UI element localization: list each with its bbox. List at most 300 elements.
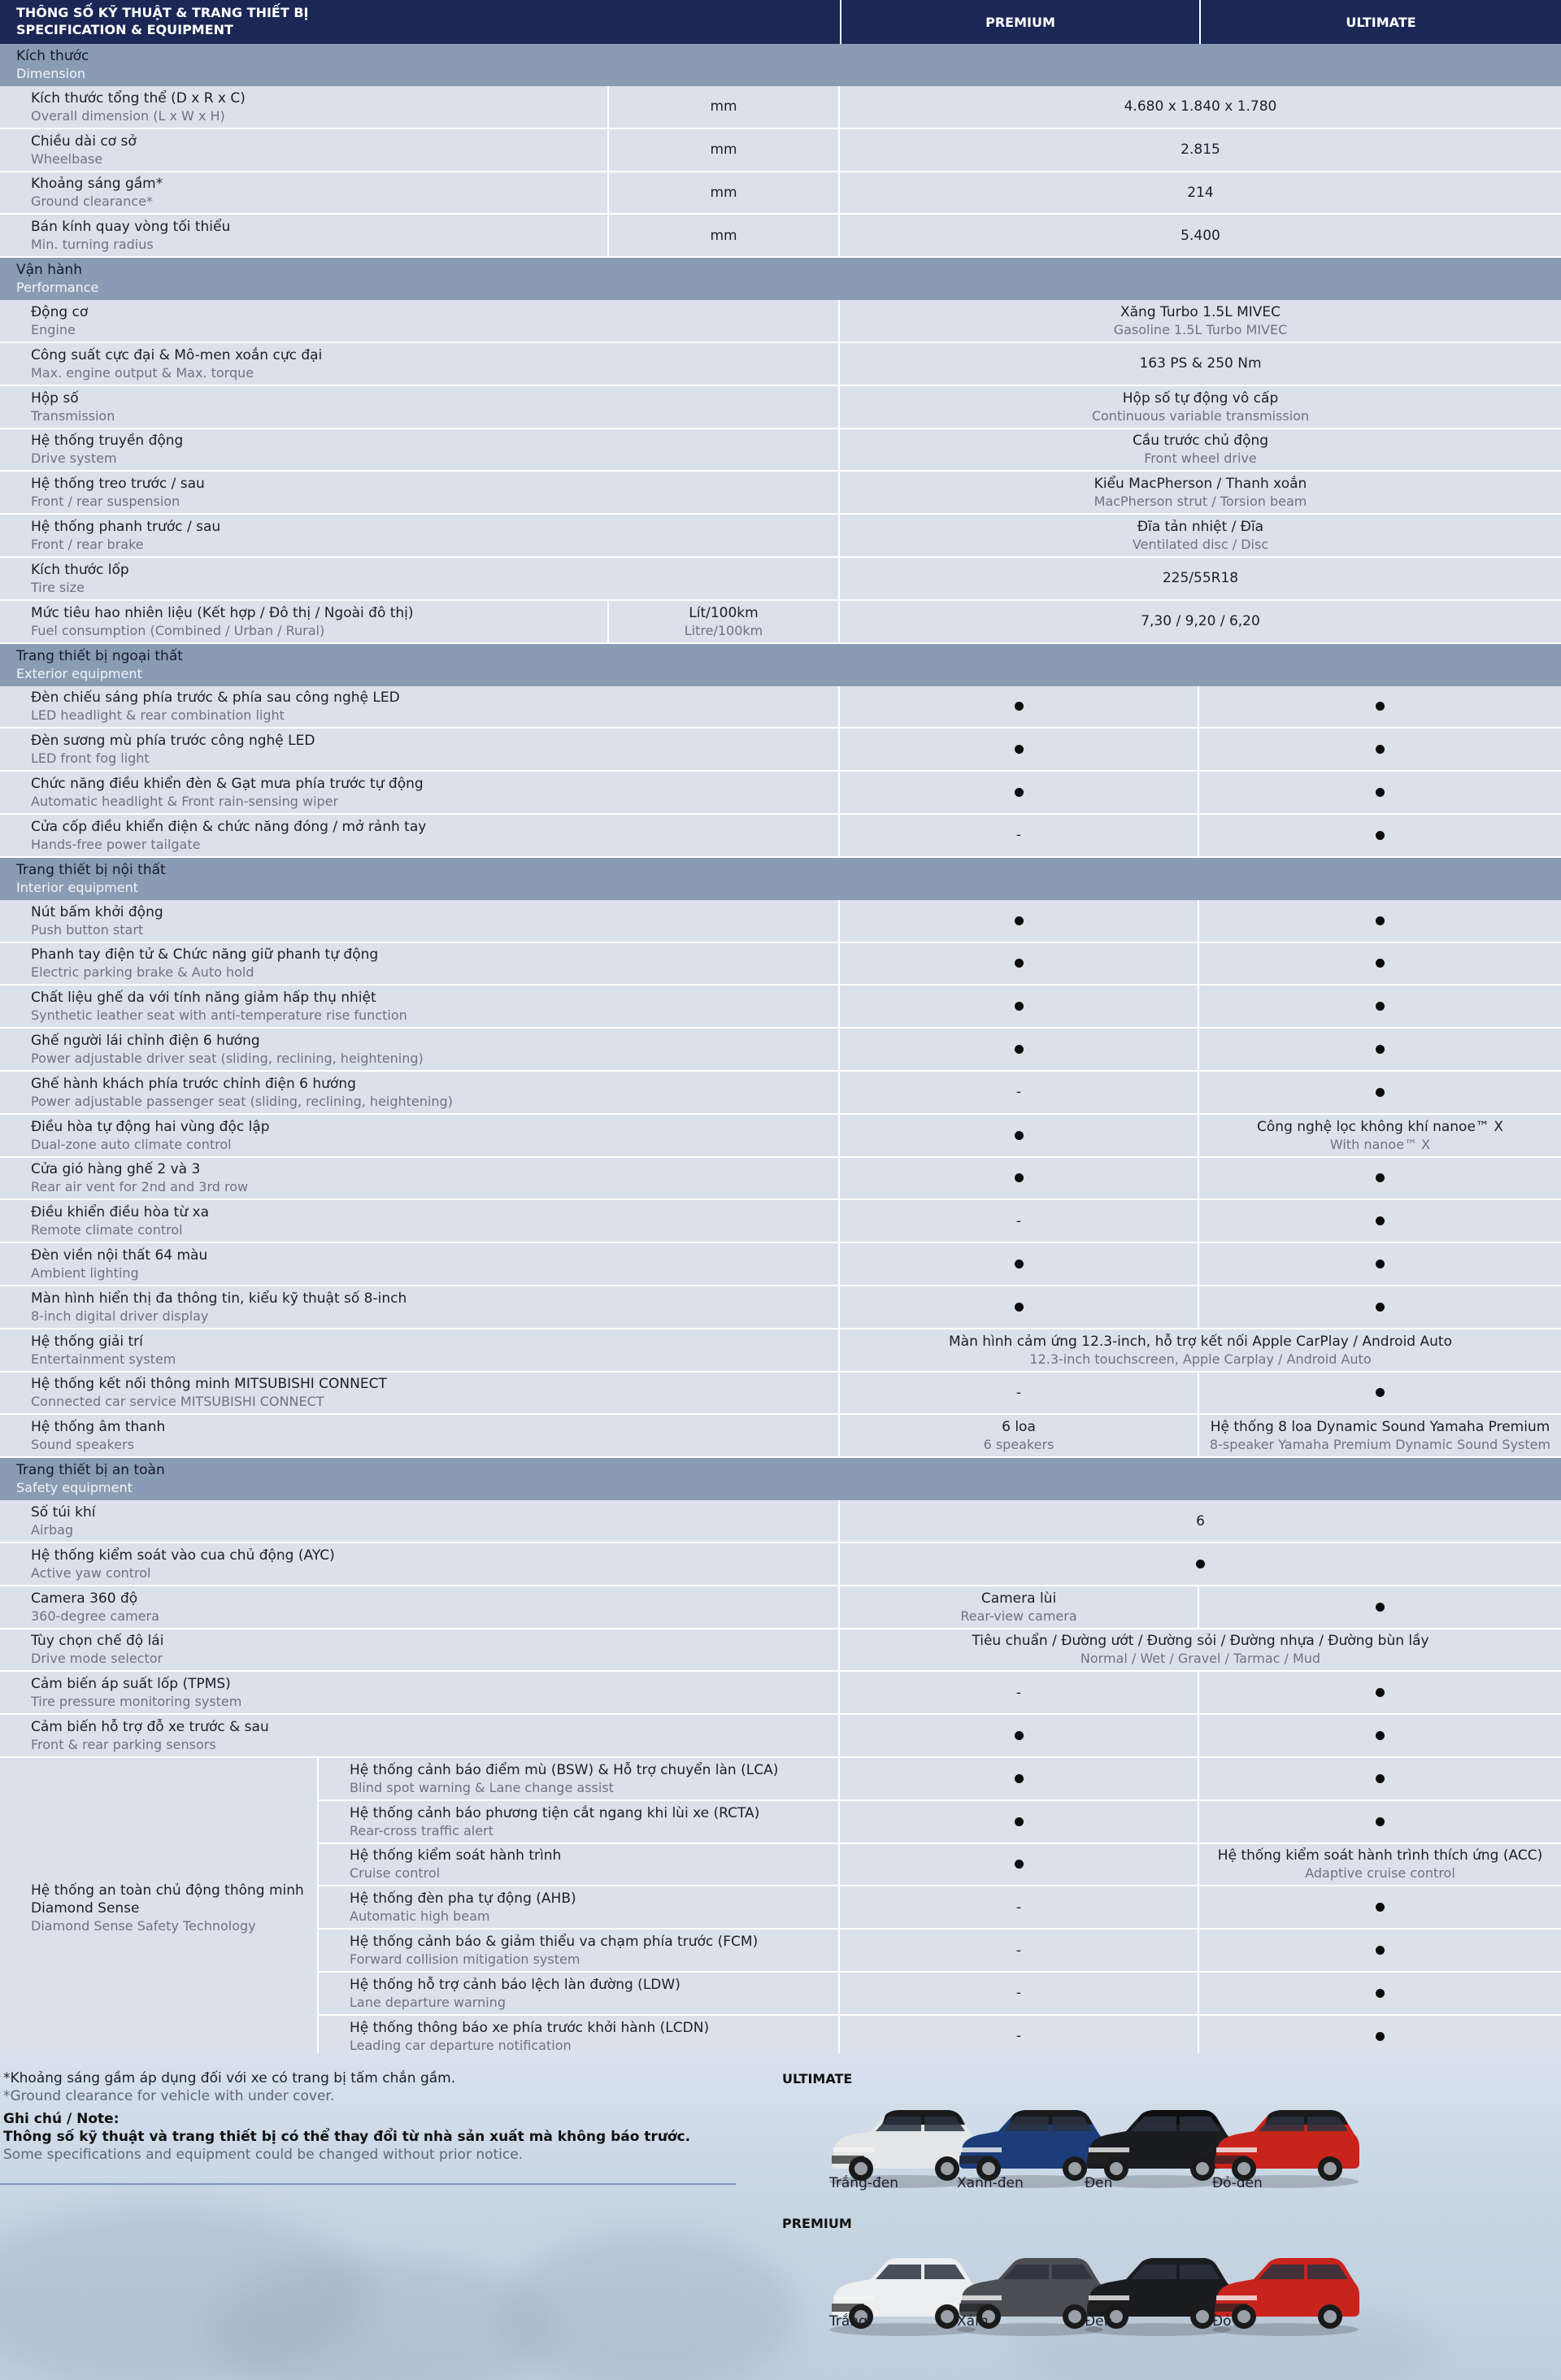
- label-vn: Cảm biến hỗ trợ đỗ xe trước & sau: [31, 1719, 269, 1736]
- row-label: [0, 1200, 840, 1242]
- ds-title-en: Diamond Sense Safety Technology: [31, 1918, 256, 1934]
- value-cell: [840, 515, 1561, 556]
- note-en: Some specifications and equipment could be changed without prior notice.: [3, 2147, 524, 2163]
- label-en: Power adjustable passenger seat (sliding, reclining, heightening): [31, 1093, 453, 1109]
- diamond-sense-label: [0, 1758, 319, 2059]
- value-cell: [840, 129, 1561, 171]
- label-en: Blind spot warning & Lane change assist: [350, 1779, 614, 1795]
- label-en: Power adjustable driver seat (sliding, reclining, heightening): [31, 1051, 424, 1067]
- unit-cell: [609, 172, 840, 214]
- ultimate-dot-icon: [1376, 1731, 1385, 1740]
- premium-dot-icon: [1015, 788, 1024, 797]
- section-title-vn: Kích thước: [16, 48, 89, 64]
- premium-dot-icon: [1015, 1045, 1024, 1054]
- row-label: [0, 215, 609, 256]
- ultimate-dot-icon: [1376, 1002, 1385, 1011]
- premium-cell: [840, 1286, 1199, 1328]
- merged-cell: [840, 1543, 1561, 1585]
- premium-dash: -: [1015, 1899, 1022, 1916]
- ultimate-dot-icon: [1376, 1045, 1385, 1054]
- ultimate-dot-icon: [1376, 1903, 1385, 1912]
- table-row: [0, 1286, 1561, 1329]
- ultimate-dot-icon: [1376, 1989, 1385, 1998]
- premium-cell: [840, 1029, 1199, 1070]
- table-row: [0, 1672, 1561, 1715]
- premium-cell: [840, 1115, 1199, 1156]
- ultimate-value-en: 8-speaker Yamaha Premium Dynamic Sound System: [1209, 1437, 1551, 1453]
- sub-row-label: [319, 1758, 840, 1799]
- row-label: [0, 386, 840, 428]
- color-name: Trắng: [829, 2313, 867, 2330]
- table-row: [0, 1158, 1561, 1201]
- ultimate-cell: [1199, 986, 1561, 1027]
- sub-row-label: [319, 1886, 840, 1928]
- label-en: Rear-cross traffic alert: [350, 1822, 494, 1838]
- row-label: [0, 986, 840, 1027]
- value-cell: [840, 215, 1561, 256]
- ultimate-dot-icon: [1376, 1388, 1385, 1397]
- label-en: Transmission: [31, 407, 115, 424]
- label-en: Tire pressure monitoring system: [31, 1694, 242, 1710]
- ultimate-cell: [1199, 1586, 1561, 1628]
- premium-cell: [840, 1072, 1199, 1113]
- table-row: [0, 900, 1561, 943]
- label-en: Forward collision mitigation system: [350, 1951, 580, 1968]
- ultimate-cell: [1199, 1715, 1561, 1756]
- label-en: Wheelbase: [31, 150, 103, 167]
- section-title-en: Exterior equipment: [16, 665, 142, 681]
- premium-dot-icon: [1015, 1131, 1024, 1140]
- table-row: [0, 215, 1561, 258]
- ultimate-cell: [1199, 1930, 1561, 1971]
- ultimate-cell: [1199, 1029, 1561, 1070]
- label-en: LED front fog light: [31, 751, 150, 767]
- label-vn: Cửa gió hàng ghế 2 và 3: [31, 1161, 201, 1178]
- merged-en: Normal / Wet / Gravel / Tarmac / Mud: [1080, 1651, 1321, 1667]
- ultimate-cell: [1199, 815, 1561, 856]
- premium-value-en: 6 speakers: [983, 1437, 1054, 1453]
- value-en: Front wheel drive: [1144, 450, 1257, 467]
- color-name: Xám: [957, 2313, 989, 2330]
- row-label: [0, 129, 609, 171]
- value: 2.815: [1181, 141, 1220, 159]
- sub-row-label: [319, 1973, 840, 2014]
- color-name: Xanh-đen: [957, 2175, 1024, 2191]
- label-vn: Hệ thống thông báo xe phía trước khởi hành (LCDN): [350, 2019, 710, 2036]
- ultimate-dot-icon: [1376, 702, 1385, 711]
- unit: mm: [710, 141, 737, 159]
- row-label: [0, 1243, 840, 1285]
- value: Kiểu MacPherson / Thanh xoắn: [1094, 476, 1307, 493]
- table-row: [0, 943, 1561, 986]
- table-row: [0, 386, 1561, 429]
- ultimate-cell: [1199, 1886, 1561, 1928]
- label-vn: Khoảng sáng gầm*: [31, 176, 163, 193]
- label-en: Electric parking brake & Auto hold: [31, 964, 254, 981]
- table-row: [0, 815, 1561, 858]
- value-cell: [840, 472, 1561, 513]
- ultimate-cell: [1199, 1200, 1561, 1242]
- section-interior: [0, 858, 1561, 900]
- premium-dash: -: [1015, 827, 1022, 844]
- label-vn: Hệ thống phanh trước / sau: [31, 519, 221, 536]
- ultimate-cell: [1199, 1844, 1561, 1886]
- label-en: Airbag: [31, 1522, 74, 1538]
- sub-row-label: [319, 1930, 840, 1971]
- label-en: Engine: [31, 322, 76, 338]
- ultimate-dot-icon: [1376, 745, 1385, 754]
- label-en: 360-degree camera: [31, 1608, 159, 1624]
- premium-dash: -: [1015, 2028, 1022, 2045]
- unit: mm: [710, 227, 737, 244]
- ultimate-value: Hệ thống kiểm soát hành trình thích ứng (ACC): [1217, 1847, 1543, 1864]
- ultimate-dot-icon: [1376, 959, 1385, 968]
- premium-dash: -: [1015, 1942, 1022, 1959]
- value-cell: [840, 300, 1561, 342]
- value: 5.400: [1181, 227, 1220, 244]
- label-en: Fuel consumption (Combined / Urban / Rural): [31, 622, 325, 638]
- row-label: [0, 772, 840, 813]
- unit-cell: [609, 129, 840, 171]
- ds-title-vn: Hệ thống an toàn chủ động thông minh: [31, 1882, 304, 1899]
- table-row: [0, 1329, 1561, 1373]
- ultimate-cell: [1199, 1672, 1561, 1713]
- label-vn: Hệ thống kết nối thông minh MITSUBISHI CONNECT: [31, 1376, 387, 1393]
- table-row: [0, 515, 1561, 558]
- divider: [0, 2183, 736, 2185]
- table-row: [0, 1715, 1561, 1758]
- color-name: Đỏ-đen: [1212, 2175, 1263, 2191]
- section-title-vn: Trang thiết bị an toàn: [16, 1462, 165, 1479]
- merged-value: 6: [1196, 1512, 1205, 1529]
- table-row: [0, 1629, 1561, 1673]
- unit-cell: [609, 601, 840, 642]
- label-en: Push button start: [31, 921, 144, 938]
- table-row: [0, 172, 1561, 215]
- row-label: [0, 558, 840, 599]
- table-row: [0, 1500, 1561, 1543]
- premium-cell: [840, 1243, 1199, 1285]
- premium-dot-icon: [1015, 1173, 1024, 1182]
- row-label: [0, 429, 840, 471]
- table-row: [0, 986, 1561, 1029]
- label-vn: Cảm biến áp suất lốp (TPMS): [31, 1676, 231, 1693]
- premium-cell: [840, 1200, 1199, 1242]
- table-row: [0, 1543, 1561, 1586]
- col-premium: PREMIUM: [840, 0, 1199, 44]
- row-label: [0, 900, 840, 942]
- value: Xăng Turbo 1.5L MIVEC: [1120, 304, 1281, 321]
- premium-value: 6 loa: [1002, 1419, 1036, 1436]
- label-en: Remote climate control: [31, 1222, 183, 1238]
- ultimate-cell: [1199, 1373, 1561, 1414]
- table-row: [0, 686, 1561, 729]
- premium-cell: [840, 1415, 1199, 1456]
- label-en: Active yaw control: [31, 1564, 151, 1581]
- color-name: Đỏ: [1212, 2313, 1232, 2330]
- label-vn: Hệ thống hỗ trợ cảnh báo lệch làn đường (LDW): [350, 1976, 680, 1993]
- table-row: [0, 1072, 1561, 1115]
- row-label: [0, 1629, 840, 1671]
- merged-cell: [840, 1500, 1561, 1542]
- label-en: Ground clearance*: [31, 194, 153, 210]
- section-title-vn: Trang thiết bị ngoại thất: [16, 647, 183, 664]
- note-label: Ghi chú / Note:: [3, 2111, 120, 2127]
- value-en: Gasoline 1.5L Turbo MIVEC: [1113, 322, 1288, 338]
- value: Hộp số tự động vô cấp: [1122, 389, 1279, 407]
- row-label: [0, 601, 609, 642]
- premium-cell: [840, 815, 1199, 856]
- merged-dot-icon: [1196, 1560, 1205, 1569]
- premium-dot-icon: [1015, 1260, 1024, 1268]
- ultimate-dot-icon: [1376, 1603, 1385, 1612]
- unit-en: Litre/100km: [684, 622, 763, 638]
- row-label: [0, 1072, 840, 1113]
- row-label: [0, 300, 840, 342]
- label-vn: Phanh tay điện tử & Chức năng giữ phanh tự động: [31, 946, 379, 964]
- table-row: [0, 429, 1561, 472]
- label-vn: Hệ thống cảnh báo điểm mù (BSW) & Hỗ trợ chuyển làn (LCA): [350, 1761, 779, 1778]
- label-vn: Điều khiển điều hòa từ xa: [31, 1204, 209, 1221]
- row-label: [0, 1543, 840, 1585]
- ground-note-vn: *Khoảng sáng gầm áp dụng đối với xe có trang bị tấm chắn gầm.: [3, 2070, 456, 2086]
- table-header: [0, 0, 1561, 44]
- unit-cell: [609, 215, 840, 256]
- color-name: Trắng-đen: [829, 2175, 899, 2191]
- premium-cell: [840, 900, 1199, 942]
- section-safety: [0, 1458, 1561, 1500]
- premium-value: Camera lùi: [981, 1590, 1057, 1607]
- premium-cell: [840, 1973, 1199, 2014]
- ultimate-cell: [1199, 2016, 1561, 2057]
- section-title-vn: Trang thiết bị nội thất: [16, 861, 166, 878]
- premium-cell: [840, 729, 1199, 770]
- premium-cell: [840, 686, 1199, 728]
- value: 225/55R18: [1162, 570, 1239, 587]
- ultimate-dot-icon: [1376, 831, 1385, 840]
- label-vn: Đèn viền nội thất 64 màu: [31, 1247, 208, 1264]
- table-row: [0, 729, 1561, 772]
- header-title-en: SPECIFICATION & EQUIPMENT: [16, 22, 233, 37]
- label-en: Lane departure warning: [350, 1994, 506, 2010]
- label-vn: Ghế hành khách phía trước chỉnh điện 6 hướng: [31, 1075, 356, 1092]
- ultimate-dot-icon: [1376, 1216, 1385, 1225]
- label-en: Connected car service MITSUBISHI CONNECT: [31, 1394, 324, 1410]
- premium-cell: [840, 1586, 1199, 1628]
- row-label: [0, 515, 840, 556]
- section-title-en: Performance: [16, 280, 99, 296]
- label-vn: Hệ thống truyền động: [31, 433, 184, 450]
- premium-dash: -: [1015, 1084, 1022, 1101]
- premium-cell: [840, 943, 1199, 985]
- ultimate-dot-icon: [1376, 1774, 1385, 1783]
- premium-dash: -: [1015, 1212, 1022, 1229]
- row-label: [0, 1500, 840, 1542]
- row-label: [0, 86, 609, 128]
- ultimate-cell: [1199, 943, 1561, 985]
- label-vn: Nút bấm khởi động: [31, 903, 163, 920]
- ultimate-value-en: Adaptive cruise control: [1305, 1865, 1455, 1882]
- premium-colors-label: PREMIUM: [782, 2216, 852, 2231]
- table-row: [0, 472, 1561, 515]
- premium-cell: [840, 1886, 1199, 1928]
- color-name: Đen: [1085, 2313, 1113, 2330]
- ultimate-cell: [1199, 772, 1561, 813]
- label-vn: Điều hòa tự động hai vùng độc lập: [31, 1118, 270, 1135]
- premium-dot-icon: [1015, 1002, 1024, 1011]
- merged-value: Màn hình cảm ứng 12.3-inch, hỗ trợ kết nối Apple CarPlay / Android Auto: [949, 1333, 1452, 1350]
- value-en: Continuous variable transmission: [1091, 407, 1310, 424]
- unit: mm: [710, 184, 737, 201]
- table-row: [0, 1115, 1561, 1158]
- unit: Lít/100km: [689, 604, 759, 621]
- section-title-en: Safety equipment: [16, 1480, 133, 1496]
- col-ultimate: ULTIMATE: [1199, 0, 1561, 44]
- label-vn: Hệ thống cảnh báo & giảm thiểu va chạm phía trước (FCM): [350, 1934, 759, 1951]
- value-cell: [840, 386, 1561, 428]
- label-en: Rear air vent for 2nd and 3rd row: [31, 1179, 249, 1195]
- value-cell: [840, 172, 1561, 214]
- premium-dash: -: [1015, 1985, 1022, 2002]
- label-vn: Chiều dài cơ sở: [31, 133, 137, 150]
- label-vn: Hệ thống cảnh báo phương tiện cắt ngang khi lùi xe (RCTA): [350, 1804, 760, 1821]
- label-vn: Hệ thống đèn pha tự động (AHB): [350, 1891, 576, 1908]
- ultimate-dot-icon: [1376, 1817, 1385, 1826]
- row-label: [0, 343, 840, 385]
- premium-cell: [840, 1373, 1199, 1414]
- table-row: [0, 300, 1561, 343]
- ultimate-cell: [1199, 1415, 1561, 1456]
- label-vn: Hệ thống âm thanh: [31, 1419, 166, 1436]
- table-row: [0, 86, 1561, 129]
- premium-cell: [840, 1158, 1199, 1199]
- ultimate-cell: [1199, 1072, 1561, 1113]
- footer-area: [0, 2053, 1561, 2380]
- merged-cell: [840, 1329, 1561, 1371]
- label-en: Dual-zone auto climate control: [31, 1136, 232, 1152]
- row-label: [0, 1329, 840, 1371]
- ultimate-dot-icon: [1376, 2032, 1385, 2041]
- label-en: Entertainment system: [31, 1351, 176, 1367]
- label-vn: Cửa cốp điều khiển điện & chức năng đóng / mở rảnh tay: [31, 818, 427, 835]
- row-label: [0, 1586, 840, 1628]
- label-en: Front & rear parking sensors: [31, 1737, 216, 1753]
- ultimate-cell: [1199, 1801, 1561, 1843]
- label-vn: Mức tiêu hao nhiên liệu (Kết hợp / Đô thị / Ngoài đô thị): [31, 604, 414, 621]
- ultimate-cell: [1199, 1286, 1561, 1328]
- label-en: Leading car departure notification: [350, 2037, 572, 2053]
- table-row: [0, 1243, 1561, 1286]
- table-row: [0, 558, 1561, 601]
- label-vn: Số túi khí: [31, 1504, 96, 1521]
- row-label: [0, 472, 840, 513]
- premium-dot-icon: [1015, 959, 1024, 968]
- premium-cell: [840, 986, 1199, 1027]
- premium-value-en: Rear-view camera: [960, 1608, 1077, 1624]
- sub-row-label: [319, 1844, 840, 1886]
- row-label: [0, 815, 840, 856]
- label-en: LED headlight & rear combination light: [31, 707, 285, 724]
- row-label: [0, 943, 840, 985]
- label-en: Overall dimension (L x W x H): [31, 107, 225, 124]
- premium-cell: [840, 1930, 1199, 1971]
- label-vn: Động cơ: [31, 304, 89, 321]
- ultimate-cell: [1199, 1973, 1561, 2014]
- label-vn: Chức năng điều khiển đèn & Gạt mưa phía trước tự động: [31, 776, 424, 793]
- value: 4.680 x 1.840 x 1.780: [1124, 98, 1277, 115]
- row-label: [0, 686, 840, 728]
- value-cell: [840, 343, 1561, 385]
- value-en: MacPherson strut / Torsion beam: [1094, 494, 1307, 510]
- label-en: Hands-free power tailgate: [31, 836, 201, 852]
- value-en: Ventilated disc / Disc: [1132, 537, 1269, 553]
- premium-dash: -: [1015, 1684, 1022, 1701]
- section-exterior: [0, 644, 1561, 686]
- label-vn: Hộp số: [31, 389, 79, 407]
- label-vn: Kích thước tổng thể (D x R x C): [31, 89, 246, 107]
- label-en: Front / rear suspension: [31, 494, 180, 510]
- premium-cell: [840, 1715, 1199, 1756]
- ultimate-dot-icon: [1376, 1173, 1385, 1182]
- label-vn: Hệ thống treo trước / sau: [31, 476, 205, 493]
- label-en: Front / rear brake: [31, 537, 144, 553]
- label-vn: Ghế người lái chỉnh điện 6 hướng: [31, 1033, 260, 1050]
- premium-cell: [840, 1844, 1199, 1886]
- premium-dot-icon: [1015, 1860, 1024, 1869]
- label-vn: Hệ thống kiểm soát hành trình: [350, 1847, 562, 1864]
- ultimate-dot-icon: [1376, 1260, 1385, 1268]
- label-en: Drive mode selector: [31, 1651, 163, 1667]
- row-label: [0, 172, 609, 214]
- premium-dot-icon: [1015, 916, 1024, 925]
- premium-dash: -: [1015, 1384, 1022, 1401]
- label-vn: Đèn sương mù phía trước công nghệ LED: [31, 733, 315, 750]
- row-label: [0, 1029, 840, 1070]
- value: Đĩa tản nhiệt / Đĩa: [1137, 519, 1264, 536]
- value-cell: [840, 601, 1561, 642]
- value: 214: [1187, 184, 1214, 201]
- label-en: Cruise control: [350, 1865, 441, 1882]
- ultimate-value: Hệ thống 8 loa Dynamic Sound Yamaha Premium: [1210, 1419, 1550, 1436]
- ultimate-dot-icon: [1376, 1303, 1385, 1312]
- table-row: [0, 772, 1561, 815]
- ultimate-cell: [1199, 1243, 1561, 1285]
- label-en: Tire size: [31, 579, 85, 595]
- label-vn: Đèn chiếu sáng phía trước & phía sau công nghệ LED: [31, 690, 400, 707]
- row-label: [0, 1415, 840, 1456]
- section-title-en: Interior equipment: [16, 879, 139, 895]
- section-title-en: Dimension: [16, 66, 86, 81]
- ultimate-dot-icon: [1376, 1088, 1385, 1097]
- premium-dot-icon: [1015, 1817, 1024, 1826]
- premium-dot-icon: [1015, 1731, 1024, 1740]
- table-row: [0, 1200, 1561, 1243]
- row-label: [0, 1158, 840, 1199]
- merged-en: 12.3-inch touchscreen, Apple Carplay / Android Auto: [1029, 1351, 1372, 1367]
- label-vn: Kích thước lốp: [31, 561, 129, 578]
- label-vn: Công suất cực đại & Mô-men xoắn cực đại: [31, 346, 323, 363]
- table-row: [0, 1586, 1561, 1629]
- ultimate-dot-icon: [1376, 788, 1385, 797]
- merged-value: Tiêu chuẩn / Đường ướt / Đường sỏi / Đường nhựa / Đường bùn lầy: [972, 1633, 1429, 1650]
- table-row: [0, 1373, 1561, 1416]
- label-vn: Bán kính quay vòng tối thiểu: [31, 219, 231, 236]
- ground-note-en: *Ground clearance for vehicle with under cover.: [3, 2088, 335, 2104]
- ultimate-cell: [1199, 729, 1561, 770]
- label-vn: Hệ thống giải trí: [31, 1333, 143, 1350]
- premium-cell: [840, 1758, 1199, 1799]
- premium-dot-icon: [1015, 1303, 1024, 1312]
